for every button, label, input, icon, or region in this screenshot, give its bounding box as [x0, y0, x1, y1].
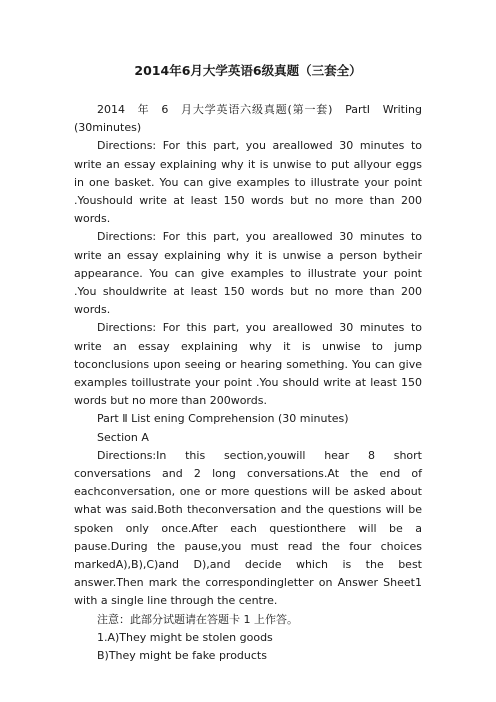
part-one-heading: 2014 年 6 月大学英语六级真题(第一套) PartI Writing (30minutes) [74, 103, 422, 135]
question-1-option-a: 1.A)They might be stolen goods [97, 630, 273, 644]
answer-sheet-note: 注意：此部分试题请在答题卡 1 上作答。 [97, 612, 298, 626]
section-a-heading: Section A [97, 430, 149, 444]
listening-directions: Directions:In this section,youwill hear 8 short conversations and 2 long conversations.At the end of eachconversation, one or more questions will be asked about what was said.Both theconversation and the questions will be spoken only once.After each questionthere will be a pause.During the pause,you must read the four choices markedA),B),C)and D),and decide which is the best answer.Then mark the correspondingletter on Answer Sheet1 with a single line through the centre. [74, 448, 422, 608]
part-two-heading: Part Ⅱ List ening Comprehension (30 minutes) [97, 412, 349, 426]
document-title: 2014年6月大学英语6级真题（三套全） [134, 63, 362, 78]
writing-directions-3: Directions: For this part, you areallowed 30 minutes to write an essay explaining why it is unwise to jump toconclusions upon seeing or hearing something. You can give examples toillustrate your point .You should write at least 150 words but no more than 200words. [74, 321, 422, 408]
writing-directions-1: Directions: For this part, you areallowed 30 minutes to write an essay explaining why it is unwise to put allyour eggs in one basket. You can give examples to illustrate your point .Youshould write at least 150 words but no more than 200 words. [74, 139, 422, 226]
writing-directions-2: Directions: For this part, you areallowed 30 minutes to write an essay explaining why it is unwise a person bytheir appearance. You can give examples to illustrate your point .You shouldwrite at least 150 words but no more than 200 words. [74, 230, 422, 317]
question-1-option-b: B)They might be fake products [97, 649, 267, 663]
